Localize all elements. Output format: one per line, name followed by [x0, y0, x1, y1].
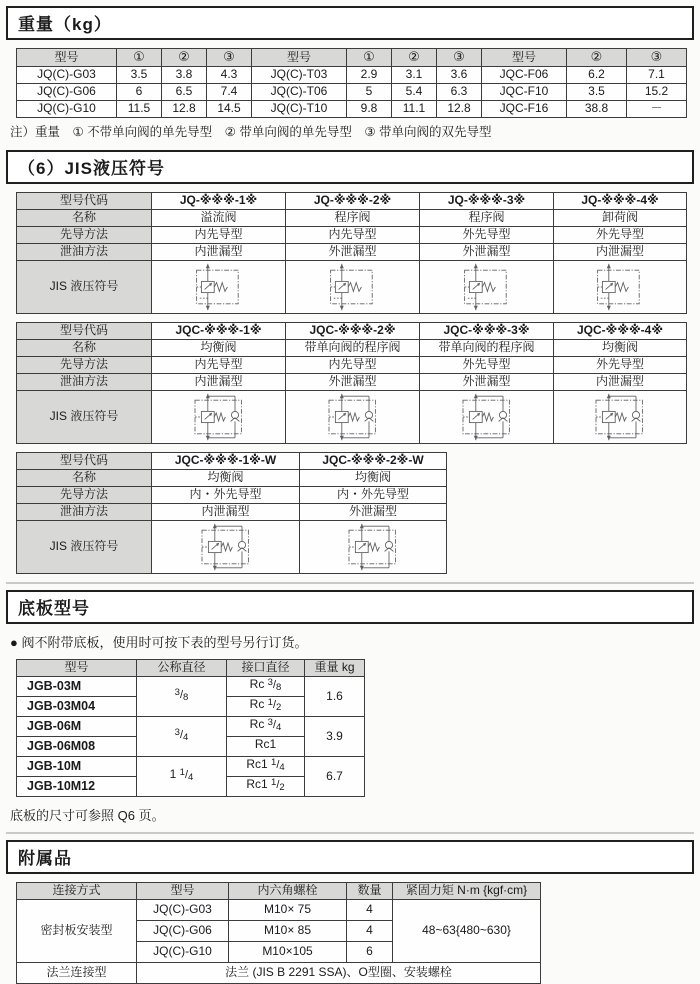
qty-cell: 4: [347, 920, 393, 941]
table-row: [17, 899, 541, 920]
weight-note: 注）重量 ① 不带单向阀的单先导型 ② 带单向阀的单先导型 ③ 带单向阀的双先导型: [10, 124, 492, 139]
row-label: JIS 液压符号: [17, 260, 152, 313]
row-label: 型号代码: [17, 192, 152, 209]
pilot-cell: 外先导型: [554, 356, 687, 373]
weight-cell: 11.5: [117, 100, 162, 117]
table-row: [17, 962, 541, 983]
row-label: 泄油方法: [17, 373, 152, 390]
section-divider: [6, 832, 694, 834]
pilot-cell: 外先导型: [554, 226, 687, 243]
table-row: [17, 260, 687, 313]
jis-section-title: （6）JIS液压符号: [6, 150, 694, 184]
model-cell: JGB-03M: [17, 676, 137, 696]
drain-cell: 外泄漏型: [286, 373, 420, 390]
weight-cell: 3.9: [305, 716, 365, 756]
weight-cell: 6.2: [567, 66, 627, 83]
symbol-cell: [152, 260, 286, 313]
weight-cell: 6.7: [305, 756, 365, 796]
row-label: 泄油方法: [17, 243, 152, 260]
symbol-cell: [554, 390, 687, 443]
fraction-denominator: 2: [276, 702, 282, 714]
fraction-slash: /: [272, 699, 277, 712]
nominal-diameter-cell: [137, 676, 227, 716]
weight-cell: 1.6: [305, 676, 365, 716]
model-cell: JQ(C)-G10: [137, 941, 229, 962]
col-header: 数量: [347, 882, 393, 899]
fraction-slash: /: [184, 769, 189, 782]
counterbalance-valve-symbol-icon: [308, 393, 398, 441]
nominal-diameter-cell: [137, 756, 227, 796]
section-divider: [6, 582, 694, 584]
valve-name-cell: 均衡阀: [152, 469, 300, 486]
col-header: ③: [437, 49, 482, 67]
weight-cell: 6.5: [162, 83, 207, 100]
fraction-numerator: 1: [271, 777, 277, 789]
model-code-cell: JQC-※※※-2※-W: [300, 452, 447, 469]
port-prefix: Rc1: [246, 777, 272, 792]
table-row: [17, 486, 447, 503]
fraction-slash: /: [179, 729, 184, 742]
fraction-numerator: 3: [174, 687, 180, 699]
model-cell: JGB-06M08: [17, 736, 137, 756]
accessories-section-title: 附属品: [6, 840, 694, 874]
table-row: [17, 322, 687, 339]
fraction-numerator: 1: [179, 767, 185, 779]
relief-valve-symbol-icon: [575, 263, 665, 311]
weight-cell: 7.1: [627, 66, 687, 83]
table-row: [17, 209, 687, 226]
port-prefix: Rc1: [254, 737, 277, 752]
table-row: [17, 373, 687, 390]
pilot-cell: 内先导型: [286, 226, 420, 243]
port-diameter-cell: [227, 696, 305, 716]
weight-cell: 3.5: [567, 83, 627, 100]
port-prefix: Rc: [249, 677, 268, 692]
model-cell: JQC-F10: [482, 83, 567, 100]
port-diameter-cell: [227, 736, 305, 756]
model-cell: JGB-03M04: [17, 696, 137, 716]
weight-cell: 7.4: [207, 83, 252, 100]
row-label: JIS 液压符号: [17, 390, 152, 443]
table-row: [17, 356, 687, 373]
model-cell: JGB-06M: [17, 716, 137, 736]
model-cell: JQ(C)-T03: [252, 66, 347, 83]
row-label: 名称: [17, 469, 152, 486]
drain-cell: 外泄漏型: [300, 503, 447, 520]
qty-cell: 6: [347, 941, 393, 962]
col-header: ③: [627, 49, 687, 67]
row-label: 先导方法: [17, 486, 152, 503]
weight-cell: 4.3: [207, 66, 252, 83]
drain-cell: 外泄漏型: [286, 243, 420, 260]
valve-name-cell: 均衡阀: [300, 469, 447, 486]
fraction-denominator: 4: [279, 762, 285, 774]
fraction-denominator: 8: [276, 682, 282, 694]
model-code-cell: JQC-※※※-2※: [286, 322, 420, 339]
model-cell: JQ(C)-G10: [17, 100, 117, 117]
symbol-cell: [286, 390, 420, 443]
model-cell: JGB-10M12: [17, 776, 137, 796]
col-header: 内六角螺栓: [229, 882, 347, 899]
port-diameter-cell: [227, 716, 305, 736]
relief-valve-symbol-icon: [308, 263, 398, 311]
baseplate-header-row: [17, 659, 365, 676]
table-row: [17, 390, 687, 443]
fraction-slash: /: [276, 759, 280, 772]
baseplate-footnote: 底板的尺寸可参照 Q6 页。: [10, 807, 165, 823]
symbol-cell: [152, 390, 286, 443]
counterbalance-valve-symbol-icon: [328, 523, 418, 571]
col-header: ②: [567, 49, 627, 67]
bolt-cell: M10× 75: [229, 899, 347, 920]
weight-cell: 38.8: [567, 100, 627, 117]
valve-name-cell: 程序阀: [286, 209, 420, 226]
weight-cell: 6.3: [437, 83, 482, 100]
bolt-cell: M10×105: [229, 941, 347, 962]
baseplate-intro: ● 阀不附带底板，使用时可按下表的型号另行订货。: [10, 634, 308, 650]
relief-valve-symbol-icon: [174, 263, 264, 311]
drain-cell: 内泄漏型: [152, 503, 300, 520]
valve-name-cell: 均衡阀: [152, 339, 286, 356]
fraction-numerator: 3: [267, 677, 273, 689]
fraction-slash: /: [276, 779, 280, 792]
pilot-cell: 外先导型: [420, 356, 554, 373]
symbol-cell: [554, 260, 687, 313]
weight-cell: 9.8: [347, 100, 392, 117]
table-row: [17, 243, 687, 260]
pilot-cell: 内・外先导型: [152, 486, 300, 503]
col-header: 公称直径: [137, 659, 227, 676]
model-cell: JQ(C)-T10: [252, 100, 347, 117]
fraction-slash: /: [272, 719, 277, 732]
jis-table-jqc-w: [16, 452, 447, 574]
port-diameter-cell: [227, 776, 305, 796]
model-code-cell: JQC-※※※-1※: [152, 322, 286, 339]
relief-valve-symbol-icon: [442, 263, 532, 311]
table-row: [17, 226, 687, 243]
col-header: 型号: [17, 659, 137, 676]
fraction-slash: /: [179, 689, 184, 702]
valve-name-cell: 带单向阀的程序阀: [420, 339, 554, 356]
weight-cell: 6: [117, 83, 162, 100]
fraction-denominator: 4: [188, 772, 194, 784]
model-code-cell: JQ-※※※-4※: [554, 192, 687, 209]
col-header: ①: [117, 49, 162, 67]
valve-name-cell: 均衡阀: [554, 339, 687, 356]
accessories-table: [16, 882, 541, 984]
row-label: 先导方法: [17, 356, 152, 373]
weight-cell: 3.6: [437, 66, 482, 83]
pilot-cell: 内先导型: [286, 356, 420, 373]
row-label: 名称: [17, 339, 152, 356]
drain-cell: 内泄漏型: [152, 243, 286, 260]
valve-name-cell: 卸荷阀: [554, 209, 687, 226]
counterbalance-valve-symbol-icon: [575, 393, 665, 441]
weight-cell: －: [627, 100, 687, 117]
symbol-cell: [420, 260, 554, 313]
model-code-cell: JQ-※※※-3※: [420, 192, 554, 209]
table-row: [17, 469, 447, 486]
symbol-cell: [152, 520, 300, 573]
fraction-numerator: 1: [267, 697, 273, 709]
weight-cell: 12.8: [162, 100, 207, 117]
model-code-cell: JQC-※※※-1※-W: [152, 452, 300, 469]
col-header: ①: [347, 49, 392, 67]
drain-cell: 外泄漏型: [420, 243, 554, 260]
fraction-denominator: 8: [183, 692, 189, 704]
jis-table-jq: [16, 192, 687, 314]
port-prefix: Rc: [249, 717, 268, 732]
counterbalance-valve-symbol-icon: [442, 393, 532, 441]
pilot-cell: 内先导型: [152, 356, 286, 373]
baseplate-table: [16, 659, 365, 797]
weight-cell: 3.8: [162, 66, 207, 83]
weight-cell: 3.5: [117, 66, 162, 83]
weight-header-row: [17, 49, 687, 67]
fraction-denominator: 4: [183, 732, 189, 744]
qty-cell: 4: [347, 899, 393, 920]
model-cell: JQC-F06: [482, 66, 567, 83]
col-header: ②: [392, 49, 437, 67]
table-row: [17, 716, 365, 736]
drain-cell: 内泄漏型: [554, 373, 687, 390]
row-label: JIS 液压符号: [17, 520, 152, 573]
drain-cell: 内泄漏型: [554, 243, 687, 260]
port-prefix: Rc1: [246, 757, 272, 772]
row-label: 泄油方法: [17, 503, 152, 520]
torque-cell: 48~63{480~630}: [393, 899, 541, 962]
table-row: [17, 192, 687, 209]
pilot-cell: 内先导型: [152, 226, 286, 243]
counterbalance-valve-symbol-icon: [174, 393, 264, 441]
connection-type-cell: 法兰连接型: [17, 962, 137, 983]
table-row: [17, 503, 447, 520]
table-row: [17, 83, 687, 100]
col-header: 型号: [17, 49, 117, 67]
table-row: [17, 339, 687, 356]
model-cell: JQ(C)-G03: [17, 66, 117, 83]
pilot-cell: 内・外先导型: [300, 486, 447, 503]
weight-cell: 5.4: [392, 83, 437, 100]
connection-type-cell: 密封板安装型: [17, 899, 137, 962]
table-row: [17, 66, 687, 83]
weight-table: [16, 48, 687, 118]
model-cell: JQ(C)-G06: [17, 83, 117, 100]
row-label: 型号代码: [17, 322, 152, 339]
weight-cell: 15.2: [627, 83, 687, 100]
fraction-numerator: 3: [267, 717, 273, 729]
weight-cell: 11.1: [392, 100, 437, 117]
fraction-numerator: 3: [174, 727, 180, 739]
table-row: [17, 100, 687, 117]
valve-name-cell: 程序阀: [420, 209, 554, 226]
row-label: 名称: [17, 209, 152, 226]
table-row: [17, 520, 447, 573]
symbol-cell: [420, 390, 554, 443]
col-header: 接口直径: [227, 659, 305, 676]
model-code-cell: JQ-※※※-2※: [286, 192, 420, 209]
symbol-cell: [300, 520, 447, 573]
model-cell: JQ(C)-T06: [252, 83, 347, 100]
col-header: ③: [207, 49, 252, 67]
accessories-header-row: [17, 882, 541, 899]
weight-cell: 5: [347, 83, 392, 100]
fraction-denominator: 4: [276, 722, 282, 734]
port-diameter-cell: [227, 756, 305, 776]
drain-cell: 内泄漏型: [152, 373, 286, 390]
col-header: 紧固力矩 N·m {kgf·cm}: [393, 882, 541, 899]
col-header: 型号: [252, 49, 347, 67]
model-cell: JQ(C)-G03: [137, 899, 229, 920]
weight-cell: 12.8: [437, 100, 482, 117]
weight-cell: 2.9: [347, 66, 392, 83]
col-header: ②: [162, 49, 207, 67]
valve-name-cell: 溢流阀: [152, 209, 286, 226]
jis-table-jqc: [16, 322, 687, 444]
symbol-cell: [286, 260, 420, 313]
row-label: 先导方法: [17, 226, 152, 243]
fraction-slash: /: [272, 679, 277, 692]
weight-cell: 3.1: [392, 66, 437, 83]
flange-content-cell: 法兰 (JIS B 2291 SSA)、O型圈、安装螺栓: [137, 962, 541, 983]
model-cell: JGB-10M: [17, 756, 137, 776]
col-header: 型号: [137, 882, 229, 899]
model-cell: JQC-F16: [482, 100, 567, 117]
counterbalance-valve-symbol-icon: [181, 523, 271, 571]
drain-cell: 外泄漏型: [420, 373, 554, 390]
model-cell: JQ(C)-G06: [137, 920, 229, 941]
port-diameter-cell: [227, 676, 305, 696]
model-code-cell: JQ-※※※-1※: [152, 192, 286, 209]
fraction-denominator: 2: [279, 782, 285, 794]
col-header: 连接方式: [17, 882, 137, 899]
col-header: 重量 kg: [305, 659, 365, 676]
bolt-cell: M10× 85: [229, 920, 347, 941]
baseplate-section-title: 底板型号: [6, 590, 694, 624]
weight-cell: 14.5: [207, 100, 252, 117]
table-row: [17, 452, 447, 469]
fraction-numerator: 1: [271, 757, 277, 769]
fraction-whole: 1: [169, 767, 180, 782]
table-row: [17, 756, 365, 776]
nominal-diameter-cell: [137, 716, 227, 756]
model-code-cell: JQC-※※※-4※: [554, 322, 687, 339]
weight-section-title: 重量（kg）: [6, 6, 694, 40]
model-code-cell: JQC-※※※-3※: [420, 322, 554, 339]
port-prefix: Rc: [249, 697, 268, 712]
row-label: 型号代码: [17, 452, 152, 469]
table-row: [17, 676, 365, 696]
valve-name-cell: 带单向阀的程序阀: [286, 339, 420, 356]
col-header: 型号: [482, 49, 567, 67]
pilot-cell: 外先导型: [420, 226, 554, 243]
